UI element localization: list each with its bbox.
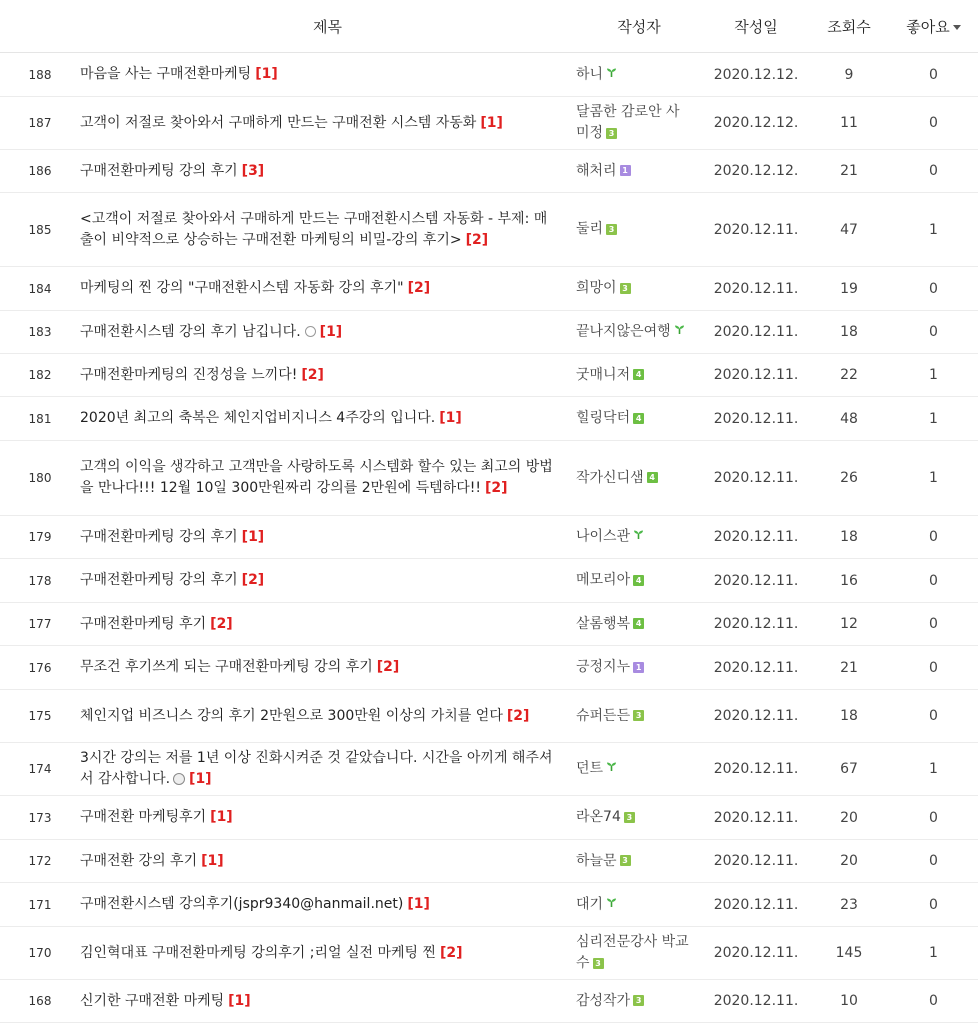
like-count: 0: [889, 646, 978, 690]
post-title-link[interactable]: 3시간 강의는 저를 1년 이상 진화시켜준 것 같았습니다. 시간을 아끼게 해주셔서 감사합니다.: [80, 750, 553, 787]
author-cell[interactable]: [575, 397, 703, 441]
header-date: 작성일: [703, 0, 809, 53]
author-cell[interactable]: [575, 311, 703, 354]
author-name[interactable]: 나이스관: [576, 528, 631, 545]
comment-count-link[interactable]: [2]: [465, 231, 489, 248]
post-date: 2020.12.11.: [703, 193, 809, 267]
author-name[interactable]: 슈퍼든든: [576, 707, 631, 724]
header-author: 작성자: [575, 0, 703, 53]
author-name[interactable]: 희망이: [576, 280, 617, 296]
author-name[interactable]: 하늘문: [576, 852, 617, 869]
member-level-badge: 3: [606, 224, 617, 235]
post-title-cell[interactable]: [80, 397, 575, 441]
like-count: 1: [889, 743, 978, 796]
member-level-badge: 3: [620, 855, 631, 866]
table-row[interactable]: [0, 397, 978, 441]
table-row[interactable]: [0, 441, 978, 516]
post-title-link[interactable]: 2020년 최고의 축복은 체인지업비지니스 4주강의 입니다.: [80, 410, 436, 426]
post-title-cell[interactable]: [80, 441, 575, 516]
sprout-level-icon: [606, 64, 617, 85]
author-name[interactable]: 힐링닥터: [576, 410, 631, 426]
post-title-cell[interactable]: [80, 603, 575, 646]
like-count: 0: [889, 559, 978, 603]
comment-count-link[interactable]: [1]: [255, 66, 278, 82]
post-number: 168: [0, 980, 80, 1023]
author-cell[interactable]: [575, 559, 703, 603]
author-name[interactable]: 끝나지않은여행: [576, 323, 671, 340]
header-title: 제목: [80, 0, 575, 53]
post-date: 2020.12.11.: [703, 743, 809, 796]
table-row[interactable]: [0, 559, 978, 603]
author-cell[interactable]: [575, 646, 703, 690]
header-likes-label[interactable]: 좋아요: [906, 17, 950, 36]
view-count: 19: [809, 267, 889, 311]
post-date: 2020.12.11.: [703, 927, 809, 980]
post-number: 188: [0, 53, 80, 97]
sprout-level-icon: [606, 894, 617, 915]
post-title-link[interactable]: 구매전환마케팅 강의 후기: [80, 528, 238, 545]
author-cell[interactable]: [575, 840, 703, 883]
post-number: 176: [0, 646, 80, 690]
comment-count-link[interactable]: [1]: [228, 992, 251, 1009]
author-cell[interactable]: [575, 927, 703, 980]
like-count: 0: [889, 516, 978, 559]
author-cell[interactable]: [575, 516, 703, 559]
post-title-link[interactable]: 마케팅의 찐 강의 "구매전환시스템 자동화 강의 후기": [80, 280, 404, 296]
like-count: 0: [889, 311, 978, 354]
sort-caret-icon[interactable]: [953, 25, 961, 30]
header-views: 조회수: [809, 0, 889, 53]
author-cell[interactable]: [575, 603, 703, 646]
like-count: 0: [889, 796, 978, 840]
post-title-cell[interactable]: [80, 516, 575, 559]
post-title-link[interactable]: 구매전환마케팅 강의 후기: [80, 572, 238, 588]
view-count: 18: [809, 690, 889, 743]
comment-count-link[interactable]: [2]: [301, 366, 324, 383]
post-number: 185: [0, 193, 80, 267]
author-name[interactable]: 감성작가: [576, 992, 631, 1009]
post-date: 2020.12.11.: [703, 311, 809, 354]
comment-count-link[interactable]: [3]: [241, 162, 265, 179]
post-number: 178: [0, 559, 80, 603]
post-title-cell[interactable]: [80, 840, 575, 883]
author-cell[interactable]: [575, 743, 703, 796]
view-count: 47: [809, 193, 889, 267]
like-count: 1: [889, 193, 978, 267]
comment-count-link[interactable]: [2]: [241, 572, 265, 588]
post-date: 2020.12.11.: [703, 796, 809, 840]
post-date: 2020.12.11.: [703, 354, 809, 397]
author-cell[interactable]: [575, 883, 703, 927]
post-date: 2020.12.11.: [703, 397, 809, 441]
comment-count-link[interactable]: [2]: [506, 707, 530, 724]
comment-count-link[interactable]: [2]: [407, 280, 431, 296]
post-date: 2020.12.11.: [703, 516, 809, 559]
member-level-badge: 4: [647, 472, 658, 483]
view-count: 26: [809, 441, 889, 516]
sprout-level-icon: [633, 526, 644, 547]
comment-count-link[interactable]: [2]: [376, 659, 400, 675]
like-count: 0: [889, 603, 978, 646]
post-date: 2020.12.11.: [703, 840, 809, 883]
member-level-badge: 3: [593, 958, 604, 969]
view-count: 20: [809, 796, 889, 840]
post-date: 2020.12.11.: [703, 603, 809, 646]
view-count: 16: [809, 559, 889, 603]
header-num: [0, 0, 80, 53]
comment-count-link[interactable]: [1]: [241, 528, 265, 545]
post-number: 171: [0, 883, 80, 927]
comment-count-link[interactable]: [2]: [210, 615, 233, 632]
table-row[interactable]: [0, 603, 978, 646]
post-title-link[interactable]: 구매전환마케팅 후기: [80, 615, 207, 632]
post-title-cell[interactable]: [80, 150, 575, 193]
post-number: 172: [0, 840, 80, 883]
view-count: 23: [809, 883, 889, 927]
sprout-level-icon: [606, 758, 617, 779]
author-name[interactable]: 대기: [576, 896, 604, 913]
like-count: 0: [889, 840, 978, 883]
table-row[interactable]: [0, 980, 978, 1023]
member-level-badge: 3: [606, 128, 617, 139]
view-count: 21: [809, 646, 889, 690]
view-count: 10: [809, 980, 889, 1023]
post-title-cell[interactable]: [80, 927, 575, 980]
table-row[interactable]: [0, 796, 978, 840]
author-name[interactable]: 심리전문강사 박교수: [576, 934, 689, 971]
table-header-row: [0, 0, 978, 53]
like-count: 0: [889, 97, 978, 150]
table-row[interactable]: [0, 97, 978, 150]
post-title-cell[interactable]: [80, 97, 575, 150]
post-number: 177: [0, 603, 80, 646]
like-count: 0: [889, 883, 978, 927]
comment-count-link[interactable]: [1]: [439, 410, 462, 426]
table-row[interactable]: [0, 354, 978, 397]
post-date: 2020.12.12.: [703, 53, 809, 97]
author-name[interactable]: 해처리: [576, 162, 617, 179]
post-title-link[interactable]: 구매전환 강의 후기: [80, 852, 198, 869]
header-likes-sort[interactable]: [889, 0, 978, 53]
post-title-link[interactable]: 무조건 후기쓰게 되는 구매전환마케팅 강의 후기: [80, 659, 373, 675]
post-date: 2020.12.11.: [703, 883, 809, 927]
view-count: 22: [809, 354, 889, 397]
post-title-cell[interactable]: [80, 193, 575, 267]
post-date: 2020.12.11.: [703, 690, 809, 743]
member-level-badge: 4: [633, 575, 644, 586]
table-row[interactable]: [0, 690, 978, 743]
post-date: 2020.12.11.: [703, 980, 809, 1023]
post-title-link[interactable]: 구매전환마케팅 강의 후기: [80, 162, 238, 179]
view-count: 18: [809, 516, 889, 559]
author-cell[interactable]: [575, 150, 703, 193]
post-title-cell[interactable]: [80, 267, 575, 311]
post-title-link[interactable]: 고객의 이익을 생각하고 고객만을 사랑하도록 시스템화 할수 있는 최고의 방법을 만나다!!! 12월 10일 300만원짜리 강의를 2만원에 득템하다!!: [80, 459, 553, 496]
like-count: 1: [889, 397, 978, 441]
member-level-badge: 3: [633, 710, 644, 721]
post-title-link[interactable]: 구매전환마케팅의 진정성을 느끼다!: [80, 366, 298, 383]
author-name[interactable]: 하니: [576, 66, 604, 83]
like-count: 0: [889, 980, 978, 1023]
author-cell[interactable]: [575, 193, 703, 267]
table-row[interactable]: [0, 150, 978, 193]
author-cell[interactable]: [575, 354, 703, 397]
view-count: 9: [809, 53, 889, 97]
post-number: 175: [0, 690, 80, 743]
post-number: 170: [0, 927, 80, 980]
author-name[interactable]: 메모리아: [576, 572, 631, 588]
emoji-icon: [173, 773, 185, 785]
author-cell[interactable]: [575, 267, 703, 311]
member-level-badge: 4: [633, 369, 644, 380]
comment-count-link[interactable]: [2]: [440, 944, 463, 961]
post-title-link[interactable]: 마음을 사는 구매전환마케팅: [80, 66, 252, 82]
post-title-link[interactable]: 구매전환시스템 강의후기(jspr9340@hanmail.net): [80, 896, 404, 912]
post-title-link[interactable]: <고객이 저절로 찾아와서 구매하게 만드는 구매전환시스템 자동화 - 부제: 매출이 비약적으로 상승하는 구매전환 마케팅의 비밀-강의 후기>: [80, 210, 548, 248]
post-number: 186: [0, 150, 80, 193]
post-title-cell[interactable]: [80, 690, 575, 743]
post-date: 2020.12.11.: [703, 267, 809, 311]
comment-count-link[interactable]: [1]: [210, 809, 233, 825]
author-name[interactable]: 살롬행복: [576, 615, 631, 632]
like-count: 0: [889, 690, 978, 743]
post-title-cell[interactable]: [80, 559, 575, 603]
author-name[interactable]: 달콤한 감로안 사미정: [576, 104, 680, 141]
author-cell[interactable]: [575, 690, 703, 743]
author-name[interactable]: 던트: [576, 760, 604, 777]
comment-count-link[interactable]: [2]: [484, 480, 508, 496]
author-cell[interactable]: [575, 796, 703, 840]
like-count: 0: [889, 53, 978, 97]
post-title-link[interactable]: 신기한 구매전환 마케팅: [80, 992, 225, 1009]
comment-count-link[interactable]: [1]: [319, 323, 343, 340]
view-count: 12: [809, 603, 889, 646]
post-number: 180: [0, 441, 80, 516]
post-title-cell[interactable]: [80, 796, 575, 840]
view-count: 67: [809, 743, 889, 796]
table-row[interactable]: [0, 840, 978, 883]
view-count: 18: [809, 311, 889, 354]
comment-count-link[interactable]: [1]: [189, 771, 212, 787]
table-row[interactable]: [0, 516, 978, 559]
attachment-icon: [305, 326, 316, 337]
member-level-badge: 4: [633, 618, 644, 629]
post-number: 179: [0, 516, 80, 559]
post-title-link[interactable]: 고객이 저절로 찾아와서 구매하게 만드는 구매전환 시스템 자동화: [80, 114, 477, 131]
post-number: 183: [0, 311, 80, 354]
post-title-link[interactable]: 체인지업 비즈니스 강의 후기 2만원으로 300만원 이상의 가치를 얻다: [80, 707, 503, 724]
post-number: 187: [0, 97, 80, 150]
post-number: 173: [0, 796, 80, 840]
author-name[interactable]: 둘리: [576, 221, 604, 237]
author-name[interactable]: 굿매니저: [576, 366, 631, 383]
post-title-cell[interactable]: [80, 743, 575, 796]
view-count: 48: [809, 397, 889, 441]
view-count: 145: [809, 927, 889, 980]
like-count: 1: [889, 927, 978, 980]
post-number: 184: [0, 267, 80, 311]
author-name[interactable]: 작가신디샘: [576, 469, 644, 486]
table-row[interactable]: [0, 267, 978, 311]
post-number: 182: [0, 354, 80, 397]
table-row[interactable]: [0, 927, 978, 980]
post-date: 2020.12.11.: [703, 559, 809, 603]
like-count: 0: [889, 267, 978, 311]
comment-count-link[interactable]: [1]: [407, 896, 430, 912]
table-row[interactable]: [0, 883, 978, 927]
post-date: 2020.12.11.: [703, 441, 809, 516]
member-level-badge: 1: [633, 662, 644, 673]
table-row[interactable]: [0, 646, 978, 690]
comment-count-link[interactable]: [1]: [201, 852, 224, 869]
table-row[interactable]: [0, 193, 978, 267]
post-title-link[interactable]: 김인혁대표 구매전환마케팅 강의후기 ;리얼 실전 마케팅 찐: [80, 944, 436, 961]
post-title-cell[interactable]: [80, 980, 575, 1023]
author-cell[interactable]: [575, 980, 703, 1023]
post-title-cell[interactable]: [80, 354, 575, 397]
post-title-cell[interactable]: [80, 53, 575, 97]
post-date: 2020.12.11.: [703, 646, 809, 690]
post-title-cell[interactable]: [80, 646, 575, 690]
author-name[interactable]: 긍정지누: [576, 659, 631, 675]
view-count: 20: [809, 840, 889, 883]
post-number: 181: [0, 397, 80, 441]
like-count: 1: [889, 441, 978, 516]
author-cell[interactable]: [575, 441, 703, 516]
author-cell[interactable]: [575, 97, 703, 150]
like-count: 1: [889, 354, 978, 397]
member-level-badge: 3: [633, 995, 644, 1006]
author-name[interactable]: 라온74: [576, 809, 621, 825]
post-title-link[interactable]: 구매전환 마케팅후기: [80, 809, 207, 825]
table-row[interactable]: [0, 743, 978, 796]
like-count: 0: [889, 150, 978, 193]
member-level-badge: 4: [633, 413, 644, 424]
comment-count-link[interactable]: [1]: [480, 114, 503, 131]
post-title-link[interactable]: 구매전환시스템 강의 후기 남깁니다.: [80, 323, 301, 340]
member-level-badge: 1: [620, 165, 631, 176]
member-level-badge: 3: [624, 812, 635, 823]
table-row[interactable]: [0, 311, 978, 354]
post-title-cell[interactable]: [80, 883, 575, 927]
member-level-badge: 3: [620, 283, 631, 294]
table-row[interactable]: [0, 53, 978, 97]
view-count: 21: [809, 150, 889, 193]
sprout-level-icon: [674, 321, 685, 342]
post-number: 174: [0, 743, 80, 796]
author-cell[interactable]: [575, 53, 703, 97]
post-date: 2020.12.12.: [703, 150, 809, 193]
post-title-cell[interactable]: [80, 311, 575, 354]
post-date: 2020.12.12.: [703, 97, 809, 150]
view-count: 11: [809, 97, 889, 150]
